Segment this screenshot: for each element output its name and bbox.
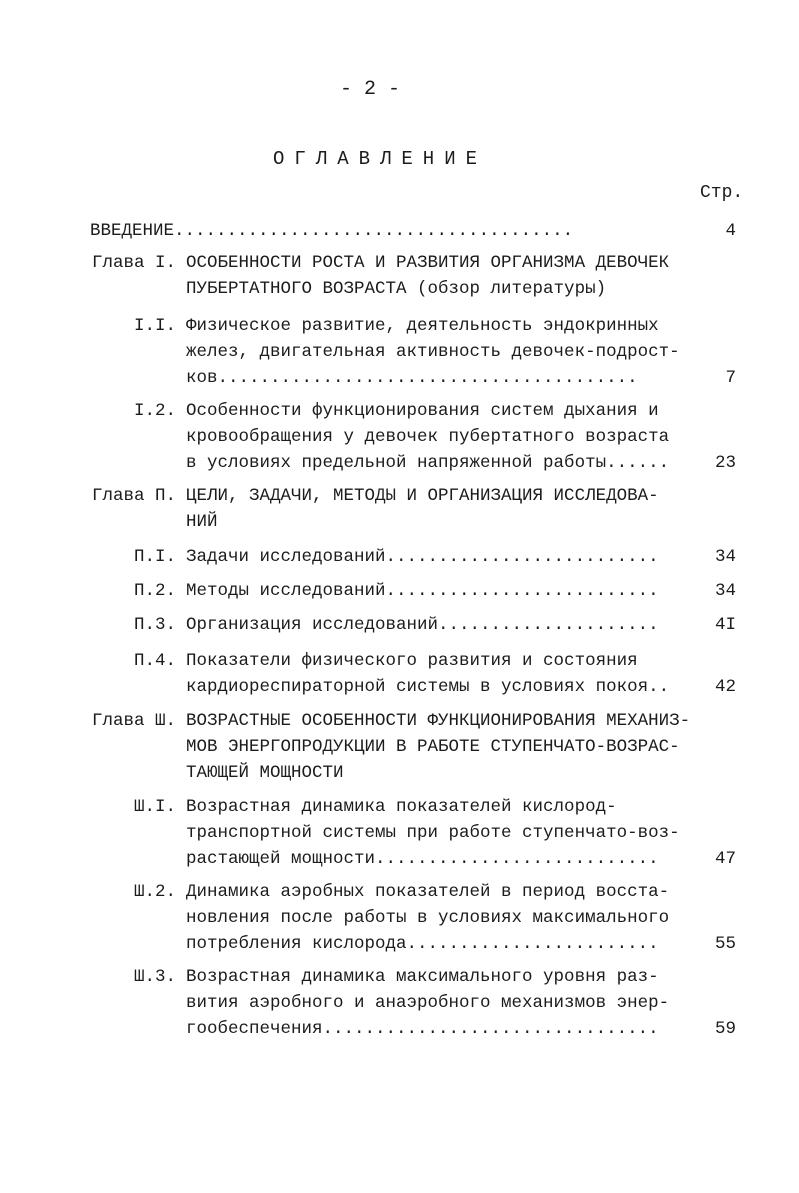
page-number: - 2 - xyxy=(339,78,400,101)
toc-entry-line: кардиореспираторной системы в условиях покоя.. xyxy=(186,677,670,697)
toc-entry-line: кровообращения у девочек пубертатного возраста xyxy=(186,427,670,447)
toc-entry-text: ВВЕДЕНИЕ...................................... xyxy=(90,221,574,241)
page-column-header: Стр. xyxy=(700,183,744,203)
toc-entry-number: Глава I. xyxy=(91,253,176,273)
toc-entry-line: Задачи исследований.......................... xyxy=(186,547,659,567)
toc-entry-page: 34 xyxy=(714,581,736,601)
toc-entry-page: 4I xyxy=(714,615,736,635)
toc-entry-line: ков........................................ xyxy=(186,368,638,388)
toc-entry-line: потребления кислорода........................ xyxy=(186,934,659,954)
toc-entry-line: Физическое развитие, деятельность эндокринных xyxy=(186,316,659,336)
toc-entry-line: желез, двигательная активность девочек-подрост- xyxy=(186,342,680,362)
toc-entry-line: гообеспечения................................ xyxy=(186,1019,659,1039)
toc-entry-number: Ш.3. xyxy=(133,967,176,987)
toc-entry-number: Глава Ш. xyxy=(91,711,176,731)
toc-entry-number: Ш.2. xyxy=(133,882,176,902)
toc-entry-page: 42 xyxy=(714,677,736,697)
toc-entry-page: 47 xyxy=(714,849,736,869)
toc-entry-line: Динамика аэробных показателей в период восста- xyxy=(186,882,670,902)
toc-entry-number: П.3. xyxy=(133,615,176,635)
toc-entry-page: 23 xyxy=(714,453,736,473)
toc-entry-number: Глава П. xyxy=(91,486,176,506)
toc-entry-line: ЦЕЛИ, ЗАДАЧИ, МЕТОДЫ И ОРГАНИЗАЦИЯ ИССЛЕДОВА- xyxy=(186,486,659,506)
toc-entry-line: ОСОБЕННОСТИ РОСТА И РАЗВИТИЯ ОРГАНИЗМА ДЕВОЧЕК xyxy=(186,253,670,273)
toc-entry-line: НИЙ xyxy=(186,512,218,532)
toc-entry-line: Методы исследований.......................... xyxy=(186,581,659,601)
toc-entry-page: 55 xyxy=(714,934,736,954)
toc-entry-line: Организация исследований..................... xyxy=(186,615,659,635)
toc-entry-number: П.4. xyxy=(133,651,176,671)
toc-entry-line: ПУБЕРТАТНОГО ВОЗРАСТА (обзор литературы) xyxy=(186,279,607,299)
toc-entry-line: Показатели физического развития и состояния xyxy=(186,651,638,671)
toc-entry-number: Ш.I. xyxy=(133,797,176,817)
toc-entry-line: МОВ ЭНЕРГОПРОДУКЦИИ В РАБОТЕ СТУПЕНЧАТО-ВОЗРАС- xyxy=(186,737,680,757)
toc-entry-number: П.2. xyxy=(133,581,176,601)
toc-entry-line: транспортной системы при работе ступенчато-воз- xyxy=(186,823,680,843)
toc-entry-page: 59 xyxy=(714,1019,736,1039)
toc-entry-line: ВОЗРАСТНЫЕ ОСОБЕННОСТИ ФУНКЦИОНИРОВАНИЯ МЕХАНИЗ- xyxy=(186,711,691,731)
toc-entry-line: ТАЮЩЕЙ МОЩНОСТИ xyxy=(186,763,344,783)
toc-entry-line: Особенности функционирования систем дыхания и xyxy=(186,401,659,421)
toc-entry-number: I.I. xyxy=(133,316,176,336)
toc-entry-page: 4 xyxy=(725,221,736,241)
toc-entry-line: растающей мощности........................... xyxy=(186,849,659,869)
toc-entry-line: новления после работы в условиях максимального xyxy=(186,908,670,928)
toc-entry-page: 34 xyxy=(714,547,736,567)
toc-entry-line: Возрастная динамика показателей кислород- xyxy=(186,797,617,817)
toc-entry-number: I.2. xyxy=(133,401,176,421)
toc-entry-page: 7 xyxy=(725,368,736,388)
toc-entry-line: в условиях предельной напряженной работы...... xyxy=(186,453,670,473)
toc-entry-line: вития аэробного и анаэробного механизмов энер- xyxy=(186,993,670,1013)
page-title: ОГЛАВЛЕНИЕ xyxy=(272,148,488,170)
toc-entry-line: Возрастная динамика максимального уровня раз- xyxy=(186,967,659,987)
toc-entry-number: П.I. xyxy=(133,547,176,567)
